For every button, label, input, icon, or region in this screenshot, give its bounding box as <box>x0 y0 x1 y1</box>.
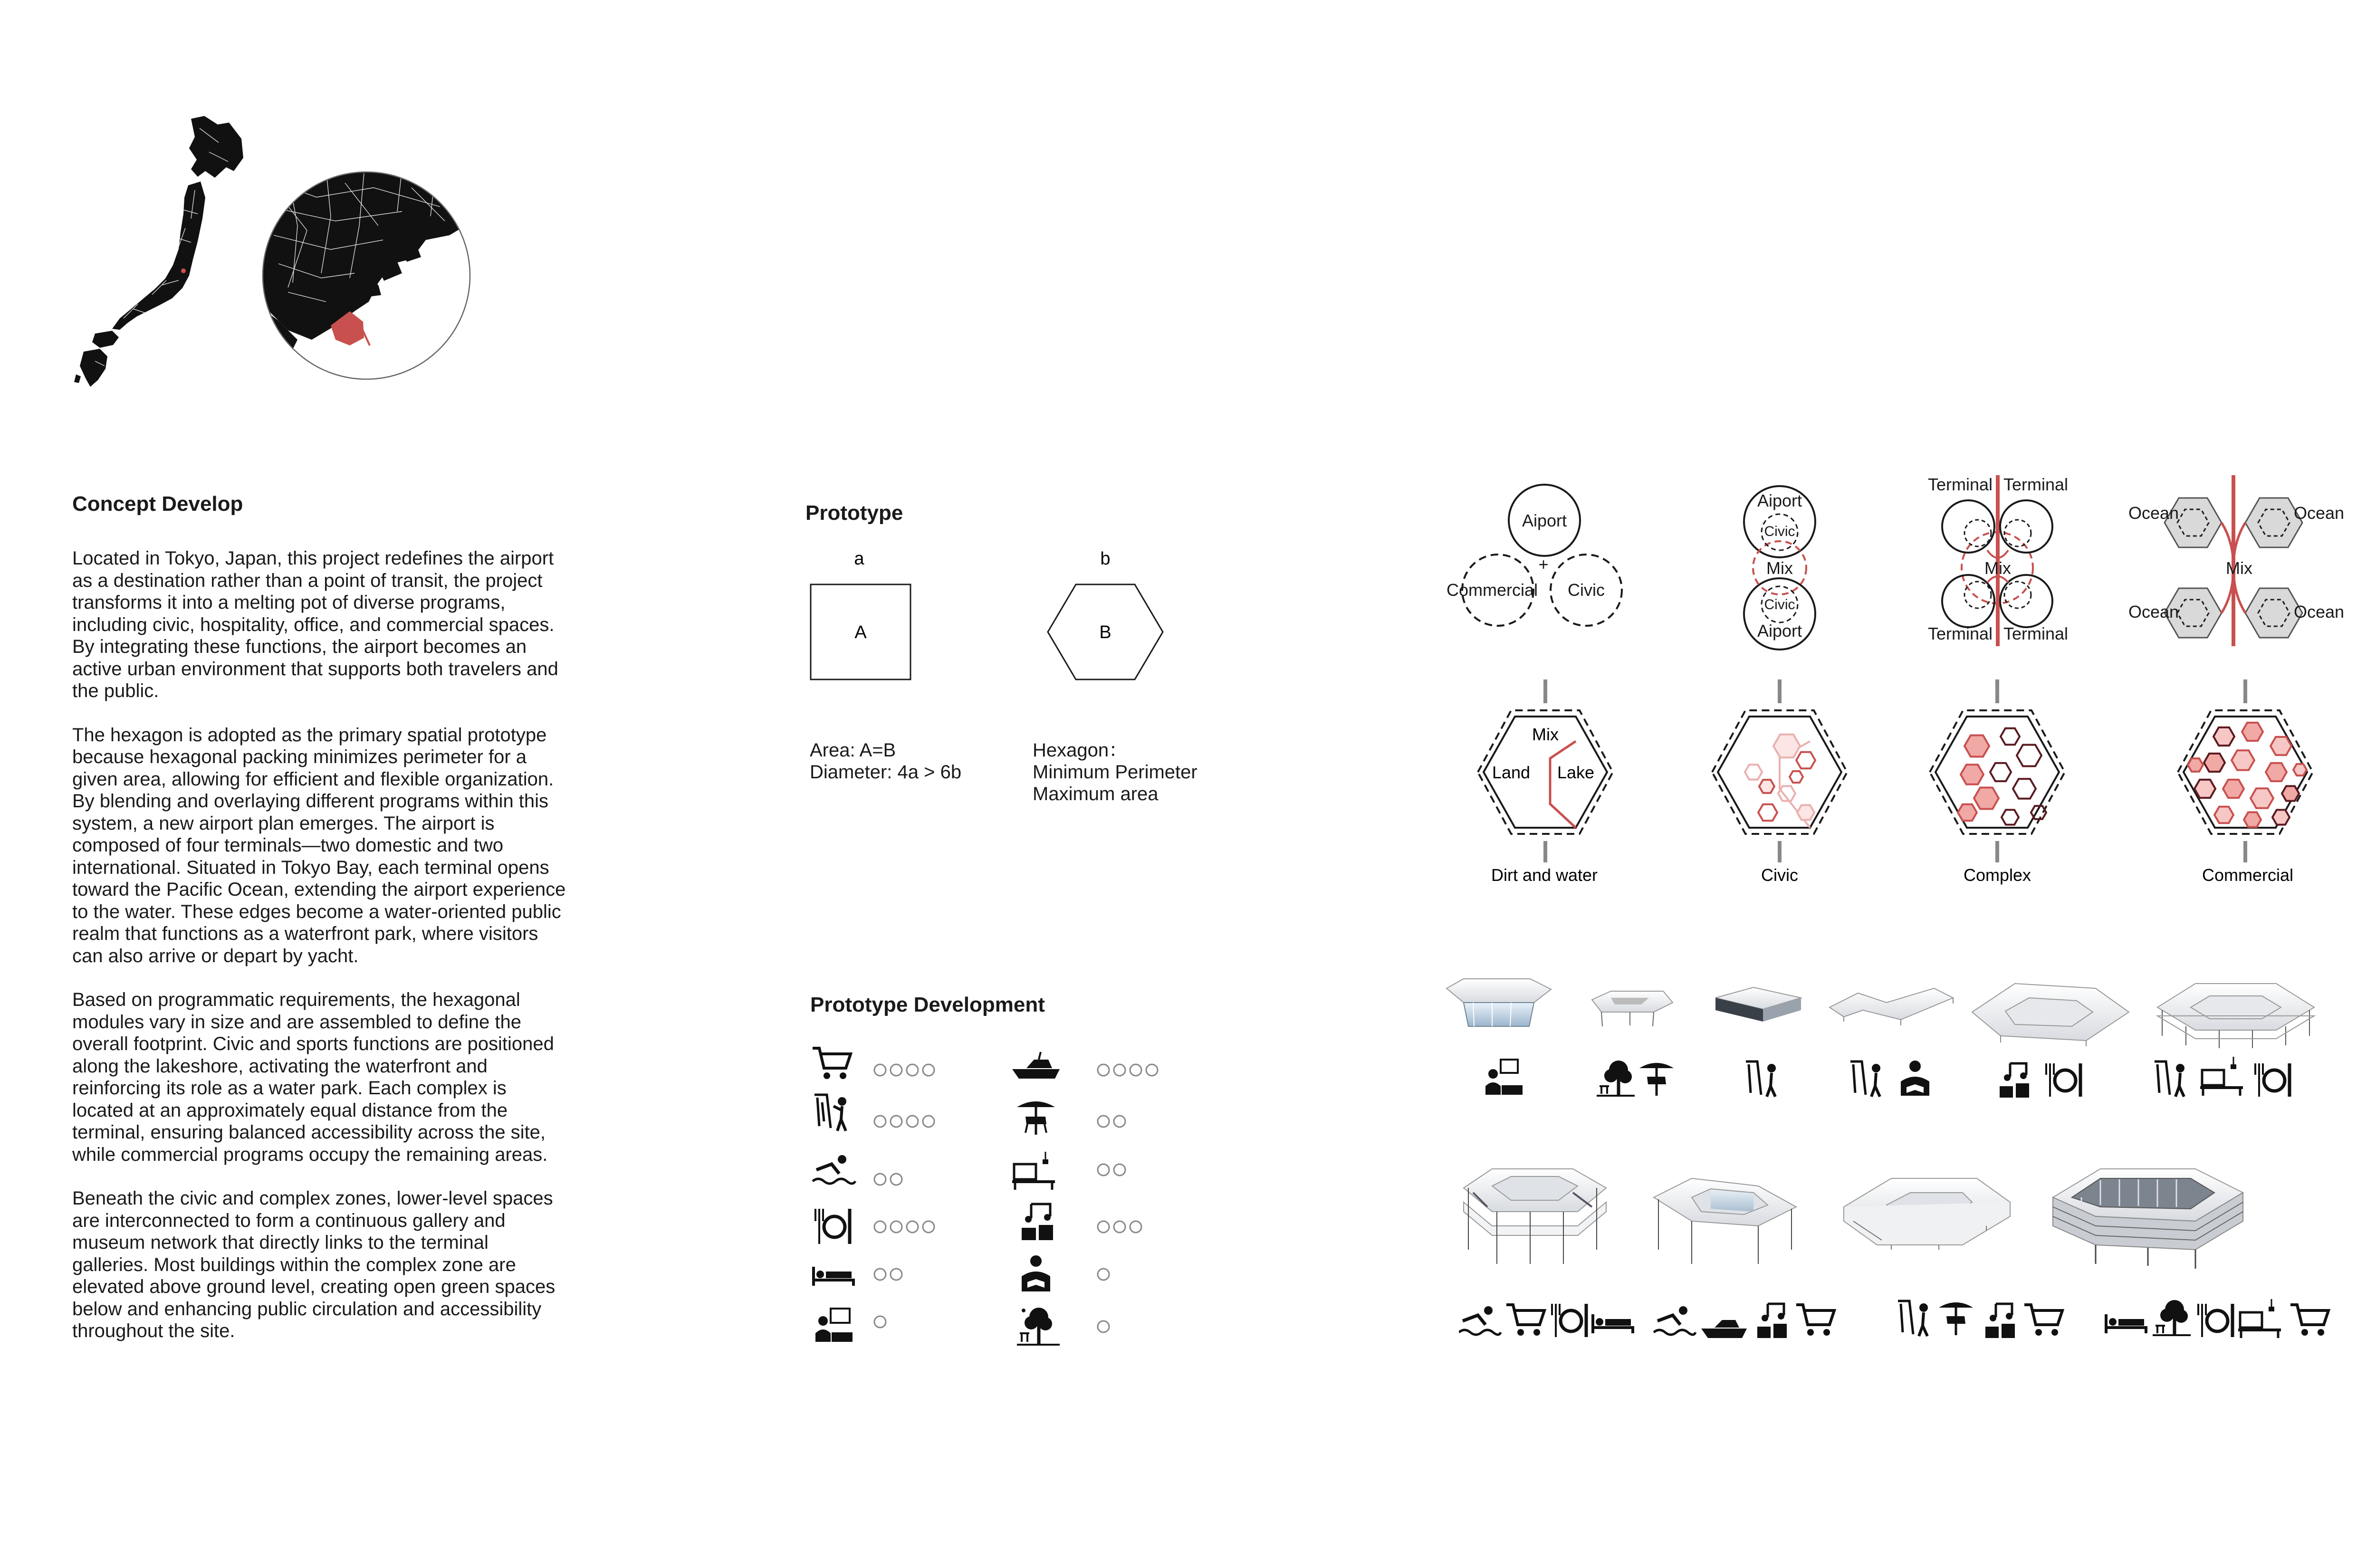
hexagon-note-title: Hexagon： <box>1033 740 1128 761</box>
park-tree-icon <box>1597 1061 1635 1096</box>
max-area-note: Maximum area <box>1033 784 1159 804</box>
park-tree-icon <box>1017 1308 1060 1345</box>
complex-cells <box>1958 728 2046 825</box>
diameter-note: Diameter: 4a > 6b <box>810 762 962 783</box>
office-meeting-icon <box>1485 1060 1523 1095</box>
land-label: Land <box>1492 763 1531 782</box>
shopping-cart-icon <box>2024 1305 2062 1336</box>
hex-cell <box>1790 771 1803 783</box>
hex-cell <box>1796 752 1815 769</box>
hex-cell <box>2001 728 2020 745</box>
mix-label: Mix <box>1766 558 1793 578</box>
model-9 <box>1844 1178 2010 1250</box>
rating-dot <box>1130 1221 1141 1233</box>
civic-bottom-label: Civic <box>1764 597 1795 612</box>
civic-hexagon <box>1712 679 1847 885</box>
hex-cell <box>2213 727 2234 746</box>
office-desk-icon <box>2200 1057 2243 1096</box>
square-label: A <box>854 622 867 642</box>
hex-cell <box>1759 780 1774 793</box>
development-heading: Prototype Development <box>810 993 1045 1016</box>
rating-dot <box>1114 1221 1125 1233</box>
model-8 <box>1654 1178 1796 1264</box>
office-desk-icon <box>1012 1152 1055 1190</box>
rating-dot <box>891 1116 902 1127</box>
rating-dot <box>1114 1164 1125 1176</box>
hotel-bed-icon <box>2106 1314 2146 1333</box>
ocean-top-right-label: Ocean <box>2293 503 2345 523</box>
rating-dot <box>1098 1269 1109 1280</box>
yacht-icon <box>1701 1320 1747 1338</box>
mix-label: Mix <box>1532 725 1559 744</box>
restaurant-icon <box>2255 1063 2290 1097</box>
rating-dot <box>923 1116 934 1127</box>
mix-label: Mix <box>1984 558 2011 578</box>
gallery-icon <box>1850 1061 1880 1097</box>
civic-top-label: Civic <box>1764 524 1795 539</box>
model-10 <box>2053 1169 2243 1269</box>
rating-dot <box>874 1064 886 1076</box>
yacht-icon <box>1012 1052 1060 1079</box>
amusement-icon <box>1639 1063 1674 1096</box>
office-desk-icon <box>2238 1299 2281 1338</box>
park-tree-icon <box>2153 1300 2191 1335</box>
plus-label: + <box>1538 555 1549 574</box>
hex-cell <box>2002 810 2019 824</box>
restaurant-icon <box>815 1209 850 1244</box>
commercial-label: Commercial <box>1446 580 1538 600</box>
concept-heading: Concept Develop <box>72 492 243 516</box>
prototype-diagram <box>803 546 1183 689</box>
side-a-label: a <box>854 549 864 569</box>
model-5 <box>1972 984 2129 1046</box>
hex-cell <box>2013 779 2036 799</box>
rating-dot <box>1098 1116 1109 1127</box>
rating-dot <box>891 1221 902 1233</box>
concept-paragraph-1: Located in Tokyo, Japan, this project redefines the airport as a destination rather than a point of transit, the project transforms it into a melting pot of diverse programs, including civic, hospitality, office, and commercial spaces. By integrating these functions, the airport becomes an active urban environment that supports both travelers and the public. <box>72 548 558 701</box>
rating-dot <box>874 1221 886 1233</box>
rating-dot <box>874 1174 886 1185</box>
restaurant-icon <box>2198 1304 2232 1337</box>
music-icon <box>2000 1063 2029 1098</box>
prototype-note-hexagon <box>1033 739 1198 805</box>
ratings-right <box>1098 1064 1158 1332</box>
hexagon-label: B <box>1099 622 1111 642</box>
rating-dot <box>1098 1164 1109 1176</box>
swimming-icon <box>813 1155 855 1184</box>
rating-dot <box>923 1064 934 1076</box>
rating-dot <box>1114 1116 1125 1127</box>
rating-dot <box>907 1116 918 1127</box>
hex-cell <box>2214 807 2233 823</box>
concept-body <box>72 547 566 1364</box>
rating-dot <box>1098 1221 1109 1233</box>
airport-commercial-civic-diagram <box>1447 485 1622 626</box>
program-combination-diagrams <box>1426 470 2376 670</box>
civic-label: Civic <box>1568 580 1605 600</box>
complex-hexagon <box>1930 679 2065 885</box>
library-reading-icon <box>1901 1061 1929 1096</box>
airport-civic-mix-diagram <box>1744 486 1815 650</box>
hex-cell <box>1797 805 1814 820</box>
hex-cell <box>2244 812 2261 827</box>
ocean-bottom-left-label: Ocean <box>2128 602 2179 621</box>
hex-cell <box>1773 735 1800 757</box>
hex-cell <box>1990 763 2011 781</box>
amusement-icon <box>1939 1302 1973 1335</box>
hex-cell <box>2282 786 2299 801</box>
hex-cell <box>2223 780 2244 798</box>
shopping-cart-icon <box>813 1048 851 1079</box>
hex-cell <box>2017 745 2041 766</box>
rating-dot <box>874 1116 886 1127</box>
hex-cell <box>1758 804 1777 821</box>
concept-paragraph-3: Based on programmatic requirements, the hexagonal modules vary in size and are assembled to define the overall footprint. Civic and sports functions are positioned along the lakeshore, activating the waterfront and reinforcing its role as a water park. Each complex is located at an approximately equal distance from the terminal, ensuring balanced accessibility across the site, while commercial programs occupy the remaining areas. <box>72 989 554 1165</box>
hex-cell <box>2266 763 2287 781</box>
program-legend <box>803 1036 1183 1349</box>
hex-cell <box>1974 788 1999 809</box>
lake-label: Lake <box>1557 763 1595 782</box>
shopping-cart-icon <box>1506 1305 1544 1336</box>
airport-top-label: Aiport <box>1757 491 1802 510</box>
rating-dot <box>907 1064 918 1076</box>
rating-dot <box>874 1316 886 1328</box>
ocean-bottom-right-label: Ocean <box>2293 602 2345 621</box>
hex-cell <box>1958 804 1977 821</box>
commercial-caption: Commercial <box>2202 865 2294 885</box>
tokyo-bay-map <box>259 169 473 382</box>
hex-cell <box>2232 750 2254 770</box>
rating-dot <box>891 1174 902 1185</box>
ocean-mix-diagram <box>2128 475 2344 646</box>
hex-cell <box>1964 736 1989 757</box>
terminal-bottom-left-label: Terminal <box>1927 624 1993 643</box>
hex-cell <box>2204 754 2225 772</box>
rating-dot <box>1130 1064 1141 1076</box>
airport-bottom-label: Aiport <box>1757 621 1802 641</box>
area-note: Area: A=B <box>810 740 896 761</box>
rating-dot <box>1098 1321 1109 1332</box>
office-meeting-icon <box>815 1309 853 1342</box>
rating-dot <box>874 1269 886 1280</box>
hex-cell <box>2272 810 2290 824</box>
music-icon <box>1022 1204 1053 1240</box>
library-reading-icon <box>1022 1255 1050 1291</box>
rating-dot <box>923 1221 934 1233</box>
terminal-top-right-label: Terminal <box>2003 475 2069 494</box>
gallery-icon <box>1746 1061 1776 1097</box>
civic-caption: Civic <box>1761 865 1798 885</box>
hex-cell <box>2293 764 2307 775</box>
restaurant-icon <box>1552 1304 1586 1337</box>
hotel-bed-icon <box>1593 1314 1633 1333</box>
commercial-hexagon <box>2178 679 2313 885</box>
rating-dot <box>891 1064 902 1076</box>
swimming-icon <box>1459 1306 1501 1335</box>
shopping-cart-icon <box>1796 1305 1834 1336</box>
shopping-cart-icon <box>2290 1305 2328 1336</box>
japan-map <box>67 114 257 390</box>
side-b-label: b <box>1100 549 1111 569</box>
hex-cell <box>2194 780 2215 798</box>
model-4 <box>1830 988 1953 1025</box>
model-7 <box>1464 1169 1606 1264</box>
prototype-note-square <box>810 739 961 783</box>
gallery-icon <box>2155 1061 2184 1097</box>
ocean-top-left-label: Ocean <box>2128 503 2179 523</box>
model-1 <box>1447 979 1551 1026</box>
hex-cell <box>2188 758 2203 772</box>
hexagon-plan-diagrams <box>1426 675 2376 893</box>
airport-label: Aiport <box>1522 511 1567 530</box>
hotel-bed-icon <box>814 1267 853 1286</box>
hex-cell <box>2251 788 2273 808</box>
terminal-bottom-right-label: Terminal <box>2003 624 2069 643</box>
model-6 <box>2157 984 2314 1048</box>
gallery-icon <box>814 1095 846 1131</box>
complex-caption: Complex <box>1963 865 2031 885</box>
mix-label: Mix <box>2226 558 2252 578</box>
rating-dot <box>1098 1064 1109 1076</box>
terminal-mix-diagram <box>1928 475 2068 646</box>
swimming-icon <box>1654 1306 1696 1335</box>
gallery-icon <box>1898 1301 1928 1336</box>
land-lake-hexagon <box>1478 679 1613 885</box>
hex-cell <box>2271 737 2291 755</box>
model-programs-row-2 <box>1459 1297 2352 1354</box>
amusement-icon <box>1017 1101 1055 1135</box>
ratings-left <box>874 1064 934 1328</box>
hex-cell <box>1961 765 1983 784</box>
rating-dot <box>1146 1064 1158 1076</box>
rating-dot <box>907 1221 918 1233</box>
development-models-row-2 <box>1454 1159 2357 1283</box>
concept-paragraph-4: Beneath the civic and complex zones, lower-level spaces are interconnected to form a continuous gallery and museum network that directly links to the terminal galleries. Most buildings within the complex zone are elevated above ground level, creating open green spaces below and enhancing public circulation and accessibility throughout the site. <box>72 1188 556 1341</box>
rating-dot <box>1114 1064 1125 1076</box>
hex-cell <box>1745 765 1762 779</box>
prototype-heading: Prototype <box>805 501 903 525</box>
music-icon <box>1985 1304 2015 1338</box>
model-3 <box>1715 987 1801 1022</box>
hex-cell <box>2242 723 2263 741</box>
model-2 <box>1592 991 1673 1026</box>
rating-dot <box>891 1269 902 1280</box>
music-icon <box>1757 1304 1787 1338</box>
dirt-water-caption: Dirt and water <box>1491 865 1598 885</box>
model-programs-row-1 <box>1478 1055 2357 1112</box>
restaurant-icon <box>2046 1063 2080 1097</box>
terminal-top-left-label: Terminal <box>1927 475 1993 494</box>
concept-paragraph-2: The hexagon is adopted as the primary spatial prototype because hexagonal packing minimizes perimeter for a given area, allowing for efficient and flexible organization. By blending and overlaying different programs within this system, a new airport plan emerges. The airport is composed of four terminals—two domestic and two international. Situated in Tokyo Bay, each terminal opens toward the Pacific Ocean, extending the airport experience to the water. These edges become a water-oriented public realm that functions as a waterfront park, where visitors can also arrive or depart by yacht. <box>72 724 566 966</box>
min-perimeter-note: Minimum Perimeter <box>1033 762 1198 783</box>
